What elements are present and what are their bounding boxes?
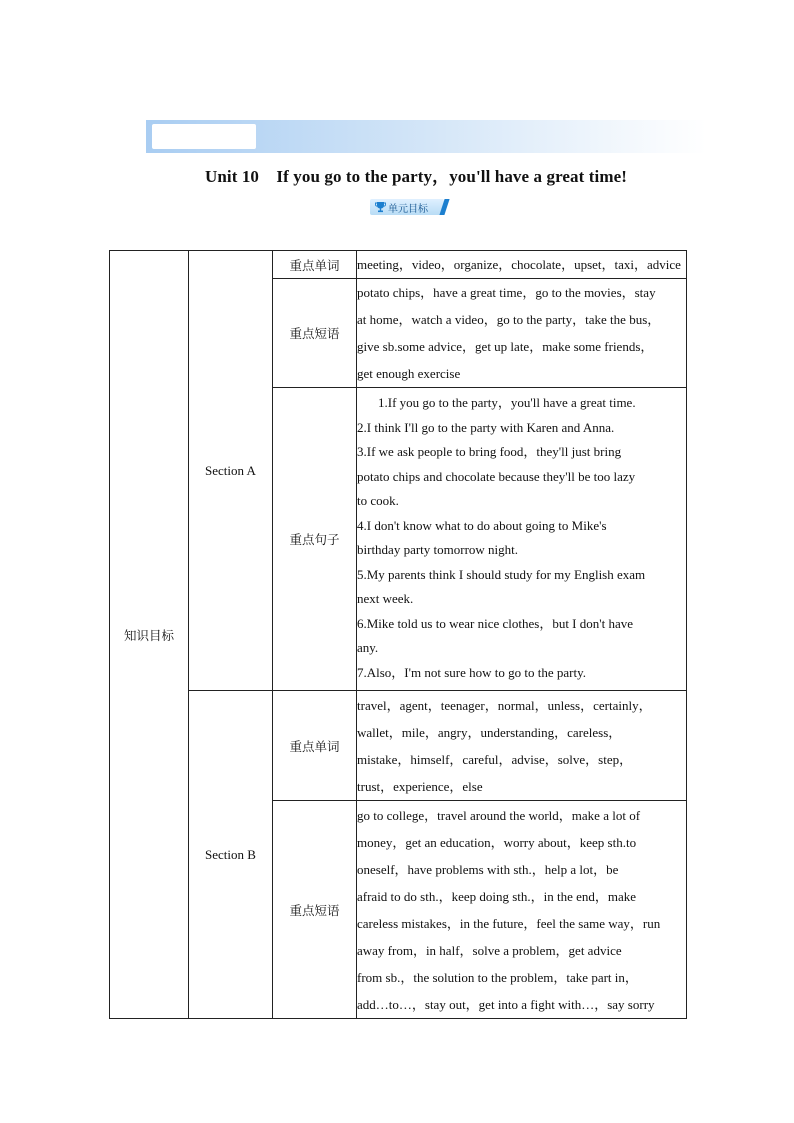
- section-b-cell: Section B: [189, 691, 273, 1019]
- content-line: wallet，mile，angry，understanding，careless，: [357, 724, 622, 740]
- content-line: 3.If we ask people to bring food，they'll just bring: [357, 444, 622, 459]
- trophy-icon: [375, 201, 386, 213]
- content-line: careless mistakes，in the future，feel the same way，run: [357, 915, 661, 931]
- content-cell: [357, 801, 687, 1019]
- page-title: Unit 10 If you go to the party，you'll have a great time!: [204, 167, 628, 186]
- content-line: give sb.some advice，get up late，make some friends，: [357, 339, 654, 354]
- content-line: 1.If you go to the party，you'll have a great time.: [378, 395, 636, 410]
- content-line: add…to…，stay out，get into a fight with…，say sorry: [357, 996, 655, 1012]
- content-line: travel，agent，teenager，normal，unless，certainly，: [357, 697, 652, 713]
- badge-label: 单元目标: [388, 204, 428, 215]
- type-cell: 重点句子: [273, 388, 357, 691]
- content-line: potato chips and chocolate because they'll be too lazy: [357, 468, 636, 484]
- type-cell: 重点单词: [273, 251, 357, 279]
- content-line: any.: [357, 640, 379, 655]
- content-line: afraid to do sth.，keep doing sth.，in the end，make: [357, 888, 637, 904]
- content-line: at home，watch a video，go to the party，take the bus，: [357, 312, 661, 327]
- content-line: mistake，himself，careful，advise，solve，step，: [357, 751, 633, 767]
- content-line: 5.My parents think I should study for my English exam: [357, 566, 646, 582]
- unit-goals-badge: [370, 199, 448, 215]
- content-line: from sb.，the solution to the problem，take part in，: [357, 969, 638, 985]
- header-label-box: [152, 124, 256, 149]
- content-line: go to college，travel around the world，make a lot of: [357, 807, 641, 823]
- knowledge-goals-table: [109, 250, 687, 1019]
- content-line: to cook.: [357, 493, 399, 508]
- section-a-cell: Section A: [189, 251, 273, 691]
- table-row: [110, 691, 687, 801]
- content-line: birthday party tomorrow night.: [357, 542, 519, 557]
- type-cell: 重点单词: [273, 691, 357, 801]
- content-line: trust，experience，else: [357, 778, 483, 794]
- content-line: 7.Also，I'm not sure how to go to the party.: [357, 664, 586, 680]
- content-cell: [357, 388, 687, 691]
- content-cell: [357, 691, 687, 801]
- table-row: [110, 251, 687, 279]
- content-line: potato chips，have a great time，go to the movies，stay: [357, 285, 656, 300]
- content-line: oneself，have problems with sth.，help a lot，be: [357, 861, 619, 877]
- content-line: 4.I don't know what to do about going to Mike's: [357, 517, 607, 533]
- category-cell: 知识目标: [110, 251, 189, 1019]
- content-line: 6.Mike told us to wear nice clothes，but I don't have: [357, 615, 634, 631]
- header-banner: [146, 120, 706, 153]
- type-cell: 重点短语: [273, 801, 357, 1019]
- content-line: get enough exercise: [357, 366, 461, 381]
- content-line: away from，in half，solve a problem，get advice: [357, 942, 622, 958]
- content-line: 2.I think I'll go to the party with Karen and Anna.: [357, 419, 615, 435]
- content-line: next week.: [357, 591, 414, 606]
- content-cell: [357, 279, 687, 388]
- content-line: money，get an education，worry about，keep sth.to: [357, 834, 637, 850]
- type-cell: 重点短语: [273, 279, 357, 388]
- content-cell: [357, 251, 687, 279]
- content-line: meeting，video，organize，chocolate，upset，taxi，advice: [357, 257, 681, 272]
